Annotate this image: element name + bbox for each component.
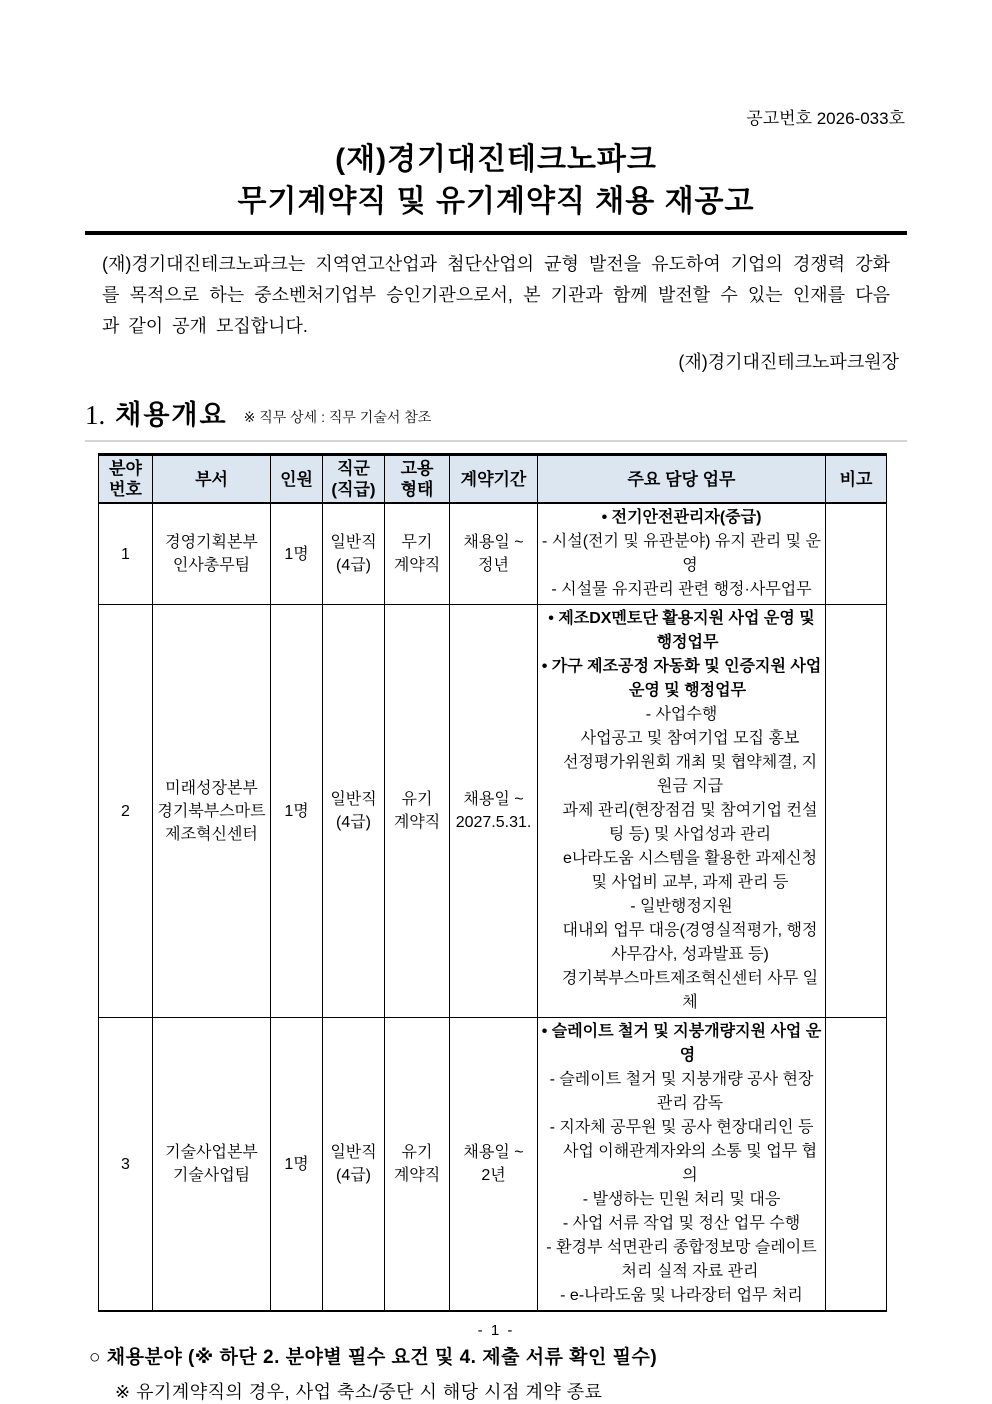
task-item-dash: - 시설물 유지관리 관련 행정·사무업무: [551, 581, 812, 598]
header-cell-6: 주요 담당 업무: [538, 455, 826, 504]
notes-block: [85, 1342, 907, 1404]
cell-field-number: 1: [99, 503, 153, 605]
cell-main-duties: [538, 1018, 826, 1312]
cell-remark: [826, 605, 887, 1018]
task-item-dash: - 일반행정지원: [630, 898, 733, 915]
cell-job-grade: 일반직 (4급): [323, 605, 385, 1018]
cell-headcount: 1명: [271, 605, 323, 1018]
cell-remark: [826, 503, 887, 605]
cell-department: 미래성장본부 경기북부스마트 제조혁신센터: [153, 605, 271, 1018]
cell-main-duties: [538, 503, 826, 605]
table-row-3: [99, 1018, 887, 1312]
header-cell-0: 분야 번호: [99, 455, 153, 504]
section-divider: [85, 440, 907, 442]
task-item-dash: - e-나라도움 및 나라장터 업무 처리: [560, 1287, 803, 1304]
intro-paragraph: (재)경기대진테크노파크는 지역연고산업과 첨단산업의 균형 발전을 유도하여 기업의 경쟁력 강화를 목적으로 하는 중소벤처기업부 승인기관으로서, 본 기관과 함께 발전할 수 있는 인재를 다음과 같이 공개 모집합니다.: [102, 254, 890, 336]
task-item-bullet: • 가구 제조공정 자동화 및 인증지원 사업 운영 및 행정업무: [541, 658, 822, 699]
cell-department: 기술사업본부 기술사업팀: [153, 1018, 271, 1312]
task-item-dash: - 사업 서류 작업 및 정산 업무 수행: [562, 1215, 801, 1232]
task-item-dash: - 발생하는 민원 처리 및 대응: [582, 1191, 781, 1208]
document-title: [85, 139, 907, 223]
task-item-bullet: • 전기안전관리자(중급): [601, 509, 762, 526]
section-title: 채용개요: [115, 400, 228, 430]
cell-field-number: 2: [99, 605, 153, 1018]
cell-headcount: 1명: [271, 503, 323, 605]
header-cell-5: 계약기간: [450, 455, 538, 504]
task-item-sub: 선정평가위원회 개최 및 협약체결, 지원금 지급: [562, 754, 818, 795]
section-number: 1.: [85, 400, 106, 430]
cell-field-number: 3: [99, 1018, 153, 1312]
title-line-1: (재)경기대진테크노파크: [335, 143, 657, 176]
cell-remark: [826, 1018, 887, 1312]
title-divider: [85, 231, 907, 235]
cell-contract-period: 채용일 ~ 2년: [450, 1018, 538, 1312]
table-row-1: [99, 503, 887, 605]
table-header-row: [99, 455, 887, 504]
task-item-dash: - 시설(전기 및 유관분야) 유지 관리 및 운영: [542, 533, 821, 574]
table-head: [99, 455, 887, 504]
section-heading: [85, 400, 907, 430]
header-cell-2: 인원: [271, 455, 323, 504]
task-item-sub: 과제 관리(현장점검 및 참여기업 컨설팅 등) 및 사업성과 관리: [562, 802, 818, 843]
title-line-2: 무기계약직 및 유기계약직 채용 재공고: [237, 185, 755, 218]
table-body: [99, 503, 887, 1311]
cell-job-grade: 일반직 (4급): [323, 503, 385, 605]
cell-main-duties: [538, 605, 826, 1018]
header-cell-3: 직군 (직급): [323, 455, 385, 504]
section-note: ※ 직무 상세 : 직무 기술서 참조: [243, 409, 432, 425]
cell-department: 경영기획본부 인사총무팀: [153, 503, 271, 605]
cell-headcount: 1명: [271, 1018, 323, 1312]
notice-number: 공고번호 2026-033호: [746, 109, 905, 128]
task-item-dash: - 사업수행: [645, 706, 718, 723]
header-cell-7: 비고: [826, 455, 887, 504]
task-item-dash: - 환경부 석면관리 종합정보망 슬레이트 처리 실적 자료 관리: [546, 1239, 817, 1280]
header-cell-1: 부서: [153, 455, 271, 504]
cell-employment-type: 무기 계약직: [385, 503, 450, 605]
document-page: [85, 0, 907, 1404]
task-item-sub: 대내외 업무 대응(경영실적평가, 행정 사무감사, 성과발표 등): [562, 922, 818, 963]
note-fixed-term: ※ 유기계약직의 경우, 사업 축소/중단 시 해당 시점 계약 종료: [115, 1382, 603, 1402]
table-row-2: [99, 605, 887, 1018]
task-item-dash: - 지자체 공무원 및 공사 현장대리인 등 사업 이해관계자와의 소통 및 업무 협의: [549, 1119, 818, 1184]
cell-employment-type: 유기 계약직: [385, 605, 450, 1018]
header-cell-4: 고용 형태: [385, 455, 450, 504]
cell-job-grade: 일반직 (4급): [323, 1018, 385, 1312]
cell-contract-period: 채용일 ~ 정년: [450, 503, 538, 605]
task-item-dash: - 슬레이트 철거 및 지붕개량 공사 현장 관리 감독: [549, 1071, 814, 1112]
recruitment-table: [98, 453, 887, 1312]
task-item-sub: 사업공고 및 참여기업 모집 홍보: [580, 730, 800, 747]
note-recruit-fields: ○ 채용분야 (※ 하단 2. 분야별 필수 요건 및 4. 제출 서류 확인 필수): [89, 1347, 658, 1368]
cell-employment-type: 유기 계약직: [385, 1018, 450, 1312]
task-item-bullet: • 제조DX멘토단 활용지원 사업 운영 및 행정업무: [548, 610, 815, 651]
task-item-bullet: • 슬레이트 철거 및 지붕개량지원 사업 운영: [541, 1023, 822, 1064]
task-item-sub: e나라도움 시스템을 활용한 과제신청 및 사업비 교부, 과제 관리 등: [562, 850, 818, 891]
cell-contract-period: 채용일 ~ 2027.5.31.: [450, 605, 538, 1018]
signature-line: (재)경기대진테크노파크원장: [678, 352, 899, 372]
task-item-sub: 경기북부스마트제조혁신센터 사무 일체: [561, 970, 819, 1011]
page-number: - 1 -: [477, 1322, 515, 1339]
